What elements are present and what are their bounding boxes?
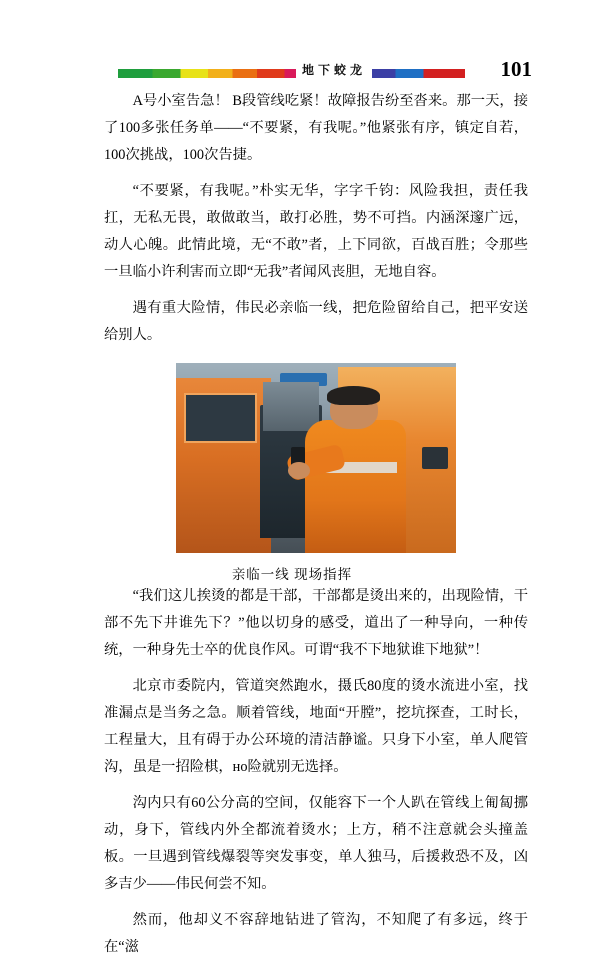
photo-side-mirror bbox=[422, 447, 447, 470]
figure-caption bbox=[104, 563, 528, 583]
page-content bbox=[104, 88, 528, 970]
page-number: 101 bbox=[500, 57, 532, 81]
paragraph: “不要紧，有我呢。”朴实无华，字字千钧：风险我担，责任我扛，无私无畏，敢做敢当，敢打必胜，势不可挡。内涵深邃广远，动人心魄。此情此境，无“不敢”者，上下同欲，百战百胜；令那些一旦临小许利害而立即“无我”者闻风丧胆，无地自容。 bbox=[104, 183, 528, 280]
page-header bbox=[118, 58, 532, 82]
rainbow-rule bbox=[118, 69, 465, 78]
photo-worker-body bbox=[305, 420, 406, 553]
photo-on-site-command bbox=[176, 363, 456, 553]
paragraph: 沟内只有60公分高的空间，仅能容下一个人趴在管线上匍匐挪动，身下，管线内外全都流着烫水；上方，稍不注意就会头撞盖板。一旦遇到管线爆裂等突发事变，单人独马，后援救恐不及，凶多吉少——伟民何尝不知。 bbox=[104, 795, 528, 892]
paragraph: A号小室告急！ B段管线吃紧！故障报告纷至沓来。那一天，接了100多张任务单——“不要紧，有我呢。”他紧张有序，镇定自若，100次挑战，100次告捷。 bbox=[104, 93, 528, 163]
paragraph: 然而，他却义不容辞地钻进了管沟，不知爬了有多远，终于在“滋 bbox=[104, 912, 528, 955]
figure bbox=[104, 363, 528, 583]
paragraph: “我们这儿挨烫的都是干部，干部都是烫出来的，出现险情，干部不先下井谁先下？”他以切身的感受，道出了一种导向，一种传统，一种身先士卒的优良作风。可谓“我不下地狱谁下地狱”！ bbox=[104, 588, 528, 658]
figure-caption-text: 亲临一线 现场指挥 bbox=[231, 567, 353, 582]
running-head-title: 地下蛟龙 bbox=[296, 62, 372, 78]
paragraph: 遇有重大险情，伟民必亲临一线，把危险留给自己，把平安送给别人。 bbox=[104, 300, 528, 343]
photo-truck-window bbox=[184, 393, 257, 442]
paragraph: 北京市委院内，管道突然跑水，摄氏80度的烫水流进小室，找准漏点是当务之急。顺着管线，地面“开膛”，挖坑探查，工时长，工程量大，且有碍于办公环境的清洁静谧。只身下小室，单人爬管沟，虽是一招险棋，но险就别无选择。 bbox=[104, 678, 528, 775]
photo-worker-hair bbox=[327, 386, 380, 405]
photo-door-glass bbox=[263, 382, 319, 431]
photo-worker-hand bbox=[288, 462, 310, 479]
